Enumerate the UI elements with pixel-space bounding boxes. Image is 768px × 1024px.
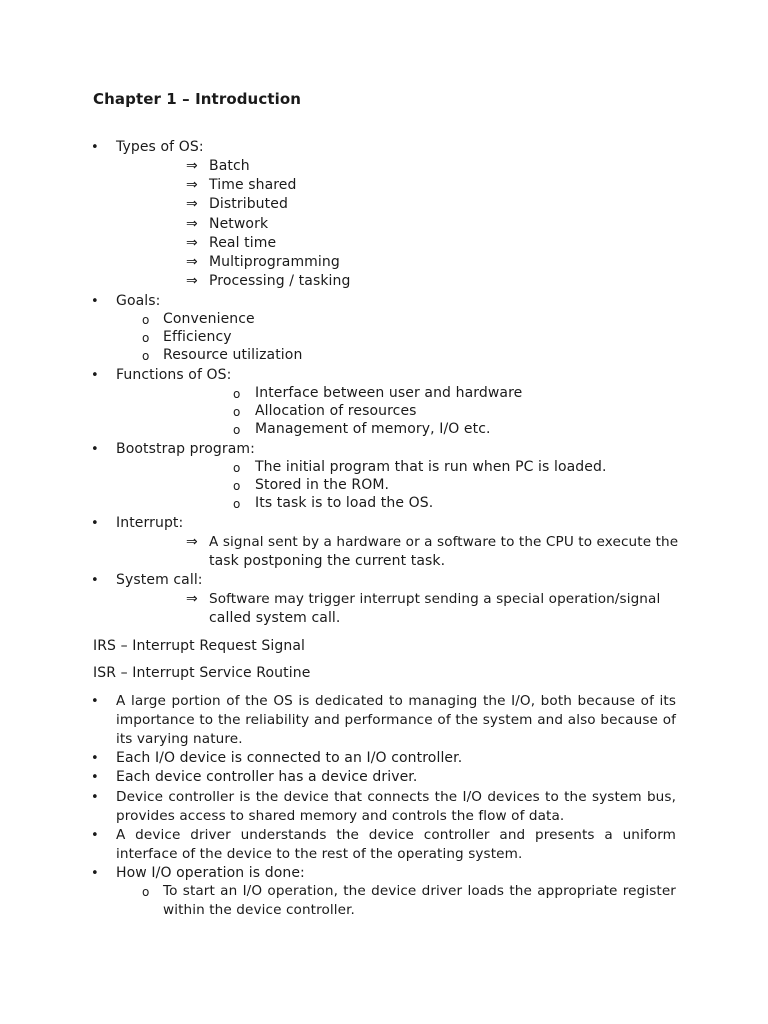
- circle-bullet-icon: o: [142, 885, 150, 899]
- definition-text: task postponing the current task.: [209, 553, 446, 569]
- arrow-icon: ⇒: [186, 534, 198, 550]
- paragraph: A device driver understands the device controller and presents a uniform interface of the device to the rest of the operating system.: [116, 827, 676, 862]
- paragraph: Device controller is the device that connects the I/O devices to the system bus, provides access to shared memory and controls the flow of data.: [116, 789, 676, 824]
- list-item: Distributed: [209, 196, 288, 212]
- arrow-icon: ⇒: [186, 273, 198, 289]
- definition-text: A signal sent by a hardware or a software to the CPU to execute the: [209, 534, 679, 550]
- circle-bullet-icon: o: [233, 497, 241, 511]
- section-heading-types-of-os: Types of OS:: [116, 139, 204, 155]
- bullet-icon: •: [91, 790, 99, 805]
- circle-bullet-icon: o: [233, 387, 241, 401]
- list-item: Resource utilization: [163, 347, 303, 363]
- list-item: Interface between user and hardware: [255, 385, 523, 401]
- list-item: Real time: [209, 235, 277, 251]
- list-item: Time shared: [209, 177, 297, 193]
- arrow-icon: ⇒: [186, 158, 198, 174]
- bullet-icon: •: [91, 516, 99, 531]
- bullet-icon: •: [91, 751, 99, 766]
- section-heading-system-call: System call:: [116, 572, 203, 588]
- list-item: Efficiency: [163, 329, 232, 345]
- list-item: Network: [209, 216, 269, 232]
- circle-bullet-icon: o: [142, 331, 150, 345]
- list-item: Management of memory, I/O etc.: [255, 421, 491, 437]
- section-heading-goals: Goals:: [116, 293, 161, 309]
- list-item: Convenience: [163, 311, 255, 327]
- circle-bullet-icon: o: [233, 479, 241, 493]
- bullet-icon: •: [91, 866, 99, 881]
- section-heading-interrupt: Interrupt:: [116, 515, 184, 531]
- definition-text: called system call.: [209, 610, 341, 626]
- arrow-icon: ⇒: [186, 216, 198, 232]
- paragraph: A large portion of the OS is dedicated to managing the I/O, both because of its importance to the reliability and performance of the system and also because of its varying nature.: [116, 693, 676, 747]
- page-title: Chapter 1 – Introduction: [93, 90, 302, 108]
- bullet-icon: •: [91, 294, 99, 309]
- list-item: The initial program that is run when PC is loaded.: [255, 459, 607, 475]
- arrow-icon: ⇒: [186, 235, 198, 251]
- list-item: Allocation of resources: [255, 403, 417, 419]
- bullet-icon: •: [91, 694, 99, 709]
- arrow-icon: ⇒: [186, 591, 198, 607]
- arrow-icon: ⇒: [186, 177, 198, 193]
- bullet-icon: •: [91, 828, 99, 843]
- list-item: Its task is to load the OS.: [255, 495, 434, 511]
- circle-bullet-icon: o: [142, 313, 150, 327]
- paragraph: Each I/O device is connected to an I/O controller.: [116, 750, 463, 766]
- list-item: Stored in the ROM.: [255, 477, 390, 493]
- list-item: Processing / tasking: [209, 273, 351, 289]
- acronym-irs: IRS – Interrupt Request Signal: [93, 638, 306, 654]
- bullet-icon: •: [91, 368, 99, 383]
- list-item: Batch: [209, 158, 250, 174]
- arrow-icon: ⇒: [186, 254, 198, 270]
- acronym-isr: ISR – Interrupt Service Routine: [93, 665, 311, 681]
- bullet-icon: •: [91, 573, 99, 588]
- bullet-icon: •: [91, 442, 99, 457]
- circle-bullet-icon: o: [142, 349, 150, 363]
- bullet-icon: •: [91, 770, 99, 785]
- list-item: Multiprogramming: [209, 254, 340, 270]
- arrow-icon: ⇒: [186, 196, 198, 212]
- paragraph: Each device controller has a device driver.: [116, 769, 418, 785]
- paragraph: To start an I/O operation, the device driver loads the appropriate register within the device controller.: [163, 883, 676, 918]
- section-heading-bootstrap: Bootstrap program:: [116, 441, 255, 457]
- circle-bullet-icon: o: [233, 423, 241, 437]
- section-heading-functions: Functions of OS:: [116, 367, 232, 383]
- definition-text: Software may trigger interrupt sending a special operation/signal: [209, 591, 661, 607]
- circle-bullet-icon: o: [233, 461, 241, 475]
- bullet-icon: •: [91, 140, 99, 155]
- circle-bullet-icon: o: [233, 405, 241, 419]
- paragraph: How I/O operation is done:: [116, 865, 305, 881]
